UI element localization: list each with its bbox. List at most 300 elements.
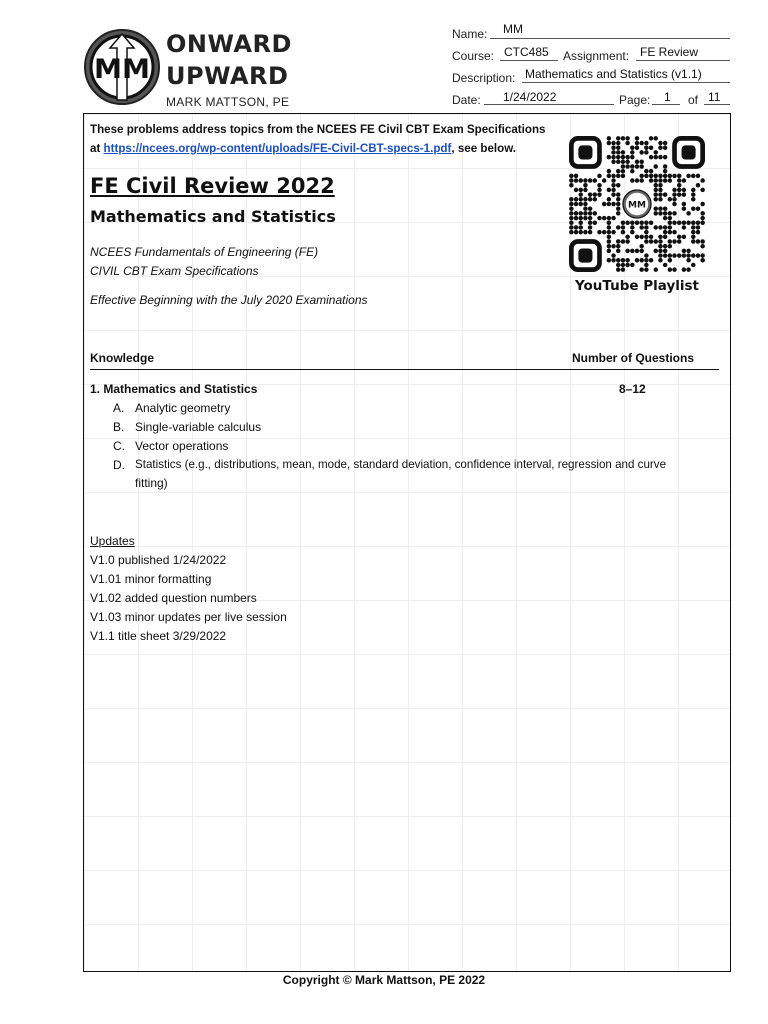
qr-module [668,258,673,263]
qr-module [672,202,677,207]
qr-module [700,253,705,258]
qr-module [569,206,574,211]
qr-module [574,202,579,207]
qr-module [625,263,630,268]
qr-module [668,174,673,179]
qr-module [639,225,644,230]
qr-module [682,253,687,258]
qr-module [635,145,640,150]
qr-module [668,244,673,249]
qr-module [625,136,630,141]
qr-module [569,174,574,179]
qr-module [625,235,630,240]
description-line [522,82,730,83]
qr-module [682,221,687,226]
qr-module [611,230,616,235]
brand-line1: ONWARD [166,30,292,58]
qr-module [611,150,616,155]
qr-module [607,244,612,249]
qr-module [597,216,602,221]
qr-module [658,249,663,254]
topic-title: 1. Mathematics and Statistics [90,382,258,396]
qr-module [668,225,673,230]
qr-module [569,178,574,183]
qr-module [625,155,630,160]
qr-module [672,230,677,235]
qr-module [597,230,602,235]
course-label: Course: [452,49,495,63]
qr-module [658,197,663,202]
intro-line2-suffix: , see below. [451,142,517,155]
qr-module [569,230,574,235]
qr-module [668,197,673,202]
qr-module [578,230,583,235]
spec-line1: NCEES Fundamentals of Engineering (FE) [90,245,319,259]
qr-module [602,230,607,235]
qr-module [578,197,583,202]
qr-module [625,160,630,165]
qr-module [621,164,626,169]
qr-module [630,145,635,150]
qr-module [654,267,659,272]
qr-module [569,225,574,230]
qr-module [569,211,574,216]
qr-module [677,174,682,179]
page-label: Page: [619,93,651,107]
qr-module [663,192,668,197]
qr-module [611,160,616,165]
qr-module [583,197,588,202]
qr-module [607,202,612,207]
qr-module [644,253,649,258]
qr-module [677,188,682,193]
qr-module [616,239,621,244]
qr-module [621,155,626,160]
qr-module [630,221,635,226]
qr-module [611,183,616,188]
qr-module [649,239,654,244]
qr-module [668,230,673,235]
qr-module [607,258,612,263]
course-value[interactable]: CTC485 [504,45,549,59]
qr-module [607,221,612,226]
qr-module [616,267,621,272]
qr-module [672,197,677,202]
qr-module [654,136,659,141]
qr-module [686,253,691,258]
qr-module [658,188,663,193]
qr-module [691,239,696,244]
qr-module [654,174,659,179]
update-line: V1.03 minor updates per live session [90,610,287,624]
qr-finder-center [578,145,592,159]
qr-module [654,178,659,183]
qr-module [686,249,691,254]
qr-module [691,225,696,230]
qr-module [700,244,705,249]
qr-module [677,235,682,240]
qr-module [686,174,691,179]
qr-module [625,164,630,169]
knowledge-header: Knowledge [90,351,155,365]
qr-module [607,239,612,244]
qr-module [691,253,696,258]
item-letter: D. [113,458,125,472]
qr-module [686,221,691,226]
qr-module [700,258,705,263]
qr-module [616,202,621,207]
qr-module [607,197,612,202]
qr-module [649,169,654,174]
topic-question-count: 8–12 [619,382,646,396]
qr-module [583,211,588,216]
qr-module [677,178,682,183]
qr-module [696,206,701,211]
qr-module [607,174,612,179]
qr-module [644,150,649,155]
qr-module [658,211,663,216]
qr-module [611,155,616,160]
qr-module [700,221,705,226]
qr-module [578,216,583,221]
qr-module [607,230,612,235]
qr-module [654,164,659,169]
qr-module [663,225,668,230]
qr-module [639,150,644,155]
qr-module [691,192,696,197]
qr-module [621,239,626,244]
qr-module [686,267,691,272]
qr-module [607,249,612,254]
qr-module [574,211,579,216]
qr-module [574,230,579,235]
updates-heading: Updates [90,534,135,548]
qr-module [616,249,621,254]
qr-module [663,155,668,160]
item-letter: A. [113,401,125,415]
qr-module [588,211,593,216]
qr-module [639,221,644,226]
qr-module [621,230,626,235]
qr-module [569,183,574,188]
qr-module [630,225,635,230]
qr-module [616,197,621,202]
qr-module [658,178,663,183]
qr-module [682,225,687,230]
qr-module [616,206,621,211]
qr-module [616,145,621,150]
qr-module [691,188,696,193]
qr-module [644,258,649,263]
qr-module [621,174,626,179]
qr-module [569,221,574,226]
qr-module [621,258,626,263]
qr-finder-center [578,249,592,263]
page-value[interactable]: 1 [664,90,671,104]
qr-module [654,225,659,230]
qr-module [654,249,659,254]
qr-module [588,221,593,226]
qr-module [639,160,644,165]
qr-module [700,239,705,244]
date-line [484,104,614,105]
qr-module [696,225,701,230]
qr-module [611,192,616,197]
qr-module [630,230,635,235]
qr-module [607,216,612,221]
qr-module [668,267,673,272]
description-label: Description: [452,71,516,85]
assignment-value[interactable]: FE Review [640,45,699,59]
page-line [652,104,680,105]
qr-module [611,202,616,207]
qr-module [616,174,621,179]
qr-module [700,178,705,183]
date-value[interactable]: 1/24/2022 [503,90,557,104]
qr-module [696,174,701,179]
qr-module [654,239,659,244]
qr-module [682,192,687,197]
brand-line2: UPWARD [166,62,289,90]
qr-module [639,178,644,183]
qr-module [663,174,668,179]
qr-module [611,244,616,249]
qr-module [639,258,644,263]
qr-module [663,141,668,146]
qr-module [654,211,659,216]
qr-module [616,150,621,155]
name-value[interactable]: MM [503,22,523,36]
qr-module [663,249,668,254]
assignment-line [636,60,730,61]
qr-module [611,174,616,179]
qr-module [639,267,644,272]
logo-text: MM [94,54,150,85]
qr-module [621,169,626,174]
qr-module [635,160,640,165]
qr-module [672,211,677,216]
qr-module [625,221,630,226]
update-line: V1.0 published 1/24/2022 [90,553,227,567]
qr-module [672,253,677,258]
qr-module [635,164,640,169]
qr-module [691,230,696,235]
qr-module [616,258,621,263]
questions-header: Number of Questions [572,351,695,365]
qr-module [588,197,593,202]
qr-module [588,206,593,211]
qr-module [583,202,588,207]
qr-module [583,178,588,183]
qr-module [588,225,593,230]
qr-module [597,192,602,197]
qr-module [625,249,630,254]
qr-module [663,164,668,169]
qr-module [602,216,607,221]
qr-module [672,239,677,244]
qr-module [644,235,649,240]
qr-module [593,178,598,183]
item-letter: C. [113,439,125,453]
youtube-playlist-qr-code[interactable] [569,136,705,276]
qr-module [672,192,677,197]
qr-module [639,244,644,249]
table-header-rule [90,369,719,370]
qr-module [696,221,701,226]
name-label: Name: [452,27,488,41]
qr-module [654,150,659,155]
qr-module [644,145,649,150]
qr-module [630,263,635,268]
date-label: Date: [452,93,481,107]
qr-module [630,164,635,169]
page-title: FE Civil Review 2022 [90,174,335,198]
qr-module [677,221,682,226]
qr-module [691,197,696,202]
qr-module [578,202,583,207]
qr-module [574,225,579,230]
qr-module [654,188,659,193]
qr-module [644,263,649,268]
qr-module [663,206,668,211]
qr-module [630,150,635,155]
qr-module [616,192,621,197]
qr-module [616,211,621,216]
qr-module [663,253,668,258]
qr-module [672,267,677,272]
qr-module [578,225,583,230]
description-value[interactable]: Mathematics and Statistics (v1.1) [525,67,702,81]
qr-module [644,230,649,235]
qr-module [602,202,607,207]
qr-module [682,188,687,193]
name-line [490,38,730,39]
qr-module [616,244,621,249]
update-line: V1.01 minor formatting [90,572,212,586]
qr-module [658,145,663,150]
qr-module [658,183,663,188]
qr-module [607,141,612,146]
qr-module [611,188,616,193]
qr-module [616,183,621,188]
qr-module [658,258,663,263]
qr-module [607,225,612,230]
qr-module [654,155,659,160]
qr-module [621,150,626,155]
qr-module [616,263,621,268]
qr-module [635,249,640,254]
qr-module [663,169,668,174]
qr-module [700,216,705,221]
qr-module [574,197,579,202]
qr-module [658,206,663,211]
item-letter: B. [113,420,125,434]
qr-module [691,235,696,240]
qr-module [616,136,621,141]
item-text: Vector operations [135,439,229,453]
qr-module [677,183,682,188]
qr-module [696,253,701,258]
qr-module [668,211,673,216]
qr-center-text: MM [628,200,646,211]
qr-caption: YouTube Playlist [574,278,700,294]
brand-author: MARK MATTSON, PE [166,95,290,109]
qr-module [649,221,654,226]
qr-module [654,183,659,188]
assignment-label: Assignment: [563,49,630,63]
qr-module [654,197,659,202]
qr-module [569,202,574,207]
qr-module [616,169,621,174]
qr-module [639,164,644,169]
qr-module [597,174,602,179]
qr-module [578,211,583,216]
qr-module [635,178,640,183]
qr-module [682,206,687,211]
qr-module [677,192,682,197]
qr-module [696,230,701,235]
qr-module [658,244,663,249]
qr-module [630,249,635,254]
qr-module [616,160,621,165]
qr-module [663,145,668,150]
qr-module [677,239,682,244]
qr-module [649,178,654,183]
qr-module [569,197,574,202]
qr-module [583,230,588,235]
qr-module [663,178,668,183]
qr-module [630,169,635,174]
qr-module [639,249,644,254]
total-pages-value[interactable]: 11 [708,90,721,104]
item-text-continued: fitting) [135,476,168,490]
qr-module [682,267,687,272]
qr-module [597,183,602,188]
qr-module [611,253,616,258]
qr-module [672,188,677,193]
qr-module [663,263,668,268]
qr-module [639,174,644,179]
qr-module [700,188,705,193]
total-pages-line [704,104,730,105]
intro-line2 [90,142,516,155]
qr-module [682,202,687,207]
qr-module [588,230,593,235]
qr-module [621,136,626,141]
qr-module [597,188,602,193]
ncees-specs-link[interactable]: https://ncees.org/wp-content/uploads/FE-Civil-CBT-specs-1.pdf [103,142,452,155]
update-line: V1.02 added question numbers [90,591,257,605]
qr-module [574,178,579,183]
qr-module [663,235,668,240]
qr-module [672,174,677,179]
qr-module [625,141,630,146]
qr-module [682,235,687,240]
qr-module [625,258,630,263]
qr-module [696,183,701,188]
qr-module [644,225,649,230]
qr-module [672,221,677,226]
qr-module [691,263,696,268]
qr-module [611,145,616,150]
qr-module [611,258,616,263]
qr-module [593,211,598,216]
qr-module [616,225,621,230]
copyright-footer: Copyright © Mark Mattson, PE 2022 [282,973,486,987]
of-label: of [688,93,699,107]
qr-module [578,188,583,193]
qr-module [677,253,682,258]
